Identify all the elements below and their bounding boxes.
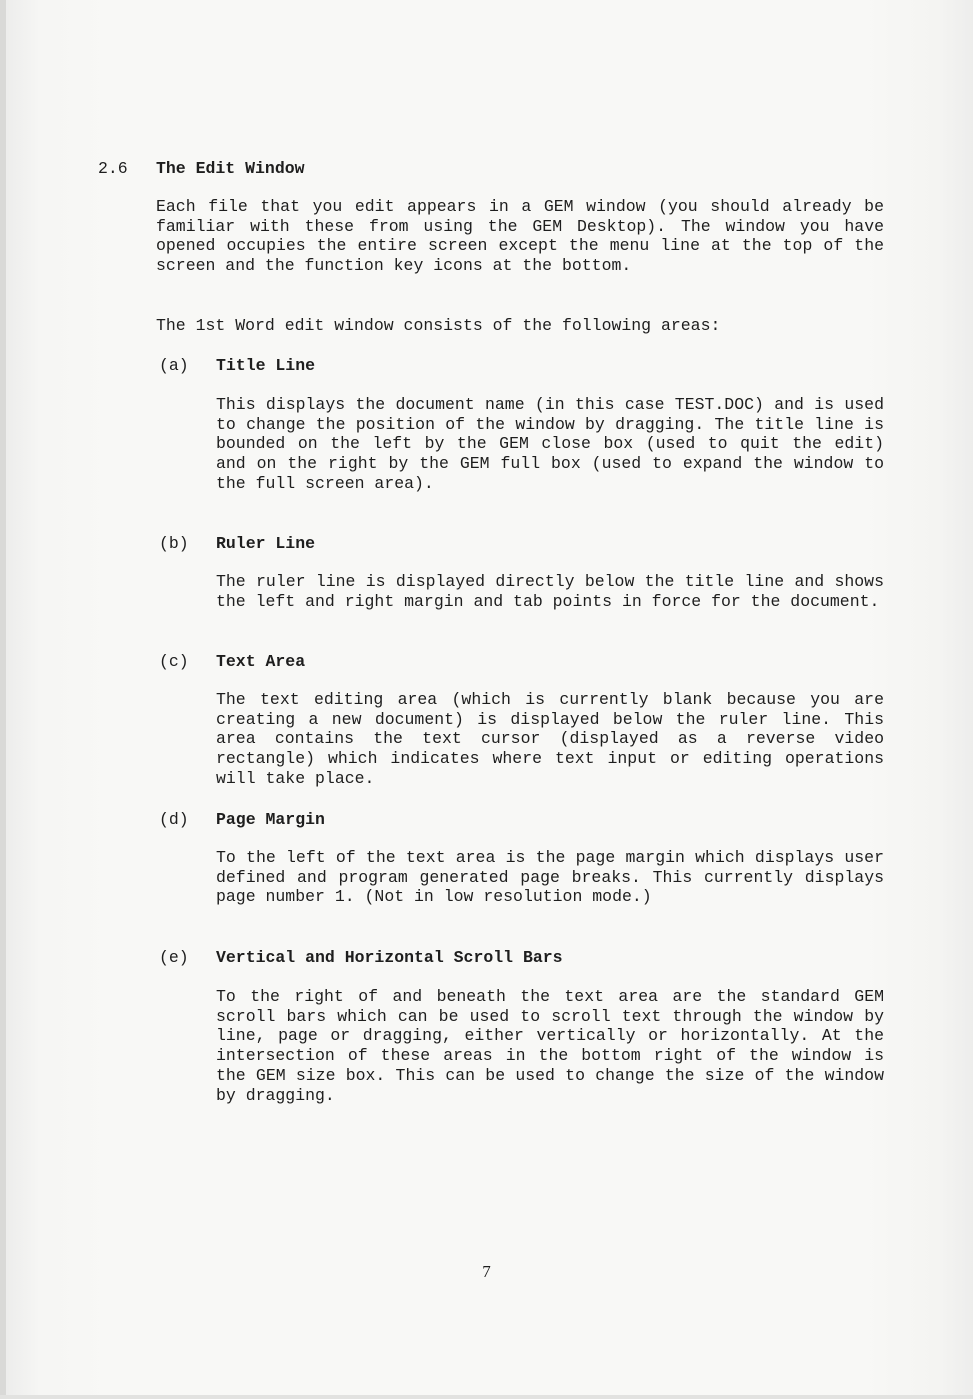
item-text-title-line: This displays the document name (in this case TEST.DOC) and is used to change the position of the window by dragging. The title line is bounded on the left by the GEM close box (used to quit the edit) and on the right by the GEM full box (used to expand the window to the full screen area). [216,395,884,493]
page-spine-shadow [0,0,6,1399]
item-text-ruler-line: The ruler line is displayed directly below the title line and shows the left and right margin and tab points in force for the document. [216,572,884,611]
section-title: The Edit Window [156,159,305,178]
item-heading-scroll-bars [159,947,899,969]
item-label: (c) [159,652,189,671]
areas-intro-paragraph: The 1st Word edit window consists of the following areas: [156,316,721,335]
item-text-page-margin: To the left of the text area is the page margin which displays user defined and program generated page breaks. This currently displays page number 1. (Not in low resolution mode.) [216,848,884,907]
item-label: (e) [159,948,189,967]
item-heading-title-line [159,355,899,377]
section-number: 2.6 [98,159,128,178]
page-bottom-edge [0,1395,973,1399]
item-heading-page-margin [159,809,899,831]
item-title: Page Margin [216,810,325,829]
item-heading-ruler-line [159,533,899,555]
section-heading [98,158,898,180]
item-title: Title Line [216,356,316,375]
item-text-scroll-bars: To the right of and beneath the text area are the standard GEM scroll bars which can be used to scroll text through the window by line, page or dragging, either vertically or horizontally. At the intersection of these areas in the bottom right of the window is the GEM size box. This can be used to change the size of the window by dragging. [216,987,884,1105]
item-text-text-area: The text editing area (which is currently blank because you are creating a new document) is displayed below the ruler line. This area contains the text cursor (displayed as a reverse video rectangle) which indicates where text input or editing operations will take place. [216,690,884,788]
intro-paragraph: Each file that you edit appears in a GEM window (you should already be familiar with these from using the GEM Desktop). The window you have opened occupies the entire screen except the menu line at the top of the screen and the function key icons at the bottom. [156,197,884,276]
item-heading-text-area [159,651,899,673]
item-title: Text Area [216,652,306,671]
item-label: (d) [159,810,189,829]
item-label: (a) [159,356,189,375]
item-title: Ruler Line [216,534,316,553]
item-label: (b) [159,534,189,553]
item-title: Vertical and Horizontal Scroll Bars [216,948,563,967]
page-number: 7 [482,1262,491,1281]
